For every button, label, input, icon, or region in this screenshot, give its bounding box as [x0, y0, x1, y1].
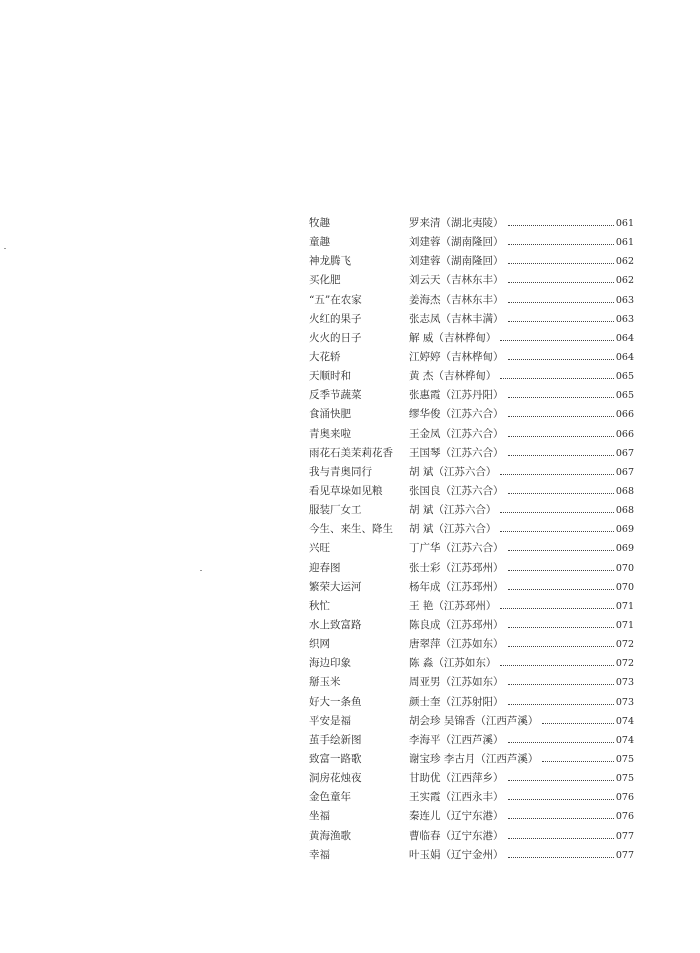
toc-entry-author: 王国琴（江苏六合）	[409, 446, 504, 459]
dot-leader	[508, 645, 614, 647]
toc-entry	[309, 578, 634, 597]
dot-leader	[508, 779, 614, 781]
toc-entry-page-number: 072	[615, 658, 634, 670]
dot-leader	[508, 837, 614, 839]
toc-entry-author: 甘助优（江西萍乡）	[409, 772, 504, 785]
toc-entry-author-line	[409, 233, 634, 252]
dot-leader	[508, 856, 614, 858]
toc-entry-title: 神龙腾飞	[309, 255, 351, 268]
toc-entry-author-line	[409, 501, 634, 520]
toc-entry-author: 胡 斌（江苏六合）	[409, 504, 497, 517]
toc-entry-title: “五”在农家	[309, 293, 362, 306]
toc-entry-page-number: 066	[615, 409, 634, 421]
toc-entry	[309, 233, 634, 252]
dot-leader	[500, 339, 614, 341]
toc-entry-author-line	[409, 539, 634, 558]
toc-entry-title: 反季节蔬菜	[309, 389, 362, 402]
toc-entry-author-line	[409, 559, 634, 578]
toc-entry	[309, 693, 634, 712]
dot-leader	[508, 396, 614, 398]
toc-entry-title: 我与青奥同行	[309, 465, 372, 478]
dot-leader	[508, 703, 614, 705]
toc-entry-title: 金色童年	[309, 791, 351, 804]
toc-entry-author-line	[409, 348, 634, 367]
toc-entry-title: 掰玉米	[309, 676, 341, 689]
toc-entry-title: 服装厂女工	[309, 504, 362, 517]
dot-leader	[508, 454, 614, 456]
dot-leader	[508, 224, 614, 226]
toc-entry-page-number: 077	[615, 849, 634, 861]
toc-entry-page-number: 065	[615, 371, 634, 383]
toc-entry-author: 颜士奎（江苏射阳）	[409, 695, 504, 708]
toc-entry-title: 大花轿	[309, 350, 341, 363]
dot-leader	[508, 320, 614, 322]
toc-entry-page-number: 077	[615, 830, 634, 842]
toc-entry-page-number: 074	[615, 715, 634, 727]
dot-leader	[500, 511, 614, 513]
toc-entry-page-number: 063	[615, 313, 634, 325]
toc-entry	[309, 654, 634, 673]
toc-entry-author-line	[409, 846, 634, 865]
toc-entry	[309, 348, 634, 367]
toc-entry	[309, 214, 634, 233]
scan-speck	[200, 570, 202, 571]
dot-leader	[508, 262, 614, 264]
dot-leader	[508, 415, 614, 417]
toc-entry	[309, 252, 634, 271]
toc-entry-author: 江婷婷（吉林桦甸）	[409, 350, 504, 363]
toc-entry-author-line	[409, 214, 634, 233]
toc-entry-author: 张惠霞（江苏丹阳）	[409, 389, 504, 402]
dot-leader	[500, 377, 614, 379]
toc-entry	[309, 769, 634, 788]
toc-entry-page-number: 062	[615, 256, 634, 268]
toc-entry-page-number: 074	[615, 734, 634, 746]
toc-entry-author: 周亚男（江苏如东）	[409, 676, 504, 689]
toc-entry	[309, 559, 634, 578]
toc-entry-title: 牧趣	[309, 217, 330, 229]
toc-entry-author-line	[409, 807, 634, 826]
toc-entry-page-number: 064	[615, 332, 634, 344]
toc-entry-title: 致富一路歌	[309, 752, 362, 765]
toc-entry-author-line	[409, 578, 634, 597]
toc-entry	[309, 520, 634, 539]
scan-speck	[4, 248, 6, 249]
dot-leader	[508, 281, 614, 283]
dot-leader	[508, 301, 614, 303]
toc-entry-author: 张国良（江苏六合）	[409, 484, 504, 497]
toc-entry	[309, 444, 634, 463]
toc-entry-author: 陈良成（江苏邳州）	[409, 618, 504, 631]
toc-entry-page-number: 067	[615, 447, 634, 459]
toc-entry-author: 刘云天（吉林东丰）	[409, 274, 504, 287]
dot-leader	[500, 530, 614, 532]
toc-entry	[309, 310, 634, 329]
toc-entry-title: 秋忙	[309, 599, 330, 612]
toc-entry-author-line	[409, 252, 634, 271]
toc-entry-author: 叶玉娟（辽宁金州）	[409, 848, 504, 861]
toc-entry-page-number: 067	[615, 466, 634, 478]
toc-entry	[309, 405, 634, 424]
toc-entry-author-line	[409, 271, 634, 290]
toc-entry-title: 幸福	[309, 848, 330, 861]
toc-entry-author: 黄 杰（吉林桦甸）	[409, 370, 497, 383]
toc-entry-author: 张士彩（江苏邳州）	[409, 561, 504, 574]
toc-entry-title: 看见草垛如见粮	[309, 484, 383, 497]
toc-entry-author-line	[409, 463, 634, 482]
toc-entry-author: 刘建蓉（湖南隆回）	[409, 255, 504, 268]
toc-entry-author: 王金凤（江苏六合）	[409, 427, 504, 440]
toc-entry-author-line	[409, 654, 634, 673]
toc-entry-author-line	[409, 788, 634, 807]
toc-entry-author: 唐翠萍（江苏如东）	[409, 638, 504, 651]
toc-entry-author: 胡 斌（江苏六合）	[409, 523, 497, 536]
toc-entry	[309, 463, 634, 482]
toc-entry-author-line	[409, 367, 634, 386]
toc-entry-author: 胡 斌（江苏六合）	[409, 465, 497, 478]
toc-entry-author: 李海平（江西芦溪）	[409, 733, 504, 746]
toc-entry	[309, 846, 634, 865]
toc-entry-page-number: 065	[615, 390, 634, 402]
toc-entry-page-number: 064	[615, 351, 634, 363]
toc-entry	[309, 425, 634, 444]
toc-entry	[309, 291, 634, 310]
toc-entry	[309, 501, 634, 520]
toc-entry-title: 雨花石美茉莉花香	[309, 446, 393, 459]
dot-leader	[500, 664, 614, 666]
toc-entry-title: 童趣	[309, 236, 330, 249]
toc-entry	[309, 788, 634, 807]
toc-entry-author: 张志凤（吉林丰满）	[409, 312, 504, 325]
dot-leader	[500, 473, 614, 475]
dot-leader	[508, 741, 614, 743]
toc-entry-author: 陈 淼（江苏如东）	[409, 657, 497, 670]
dot-leader	[508, 798, 614, 800]
dot-leader	[508, 492, 614, 494]
dot-leader	[508, 588, 614, 590]
dot-leader	[508, 683, 614, 685]
toc-entry-title: 食涌快肥	[309, 408, 351, 421]
toc-entry	[309, 329, 634, 348]
toc-entry-author: 曹临春（辽宁东港）	[409, 829, 504, 842]
toc-entry-author: 姜海杰（吉林东丰）	[409, 293, 504, 306]
toc-entry-page-number: 075	[615, 753, 634, 765]
toc-entry-title: 兴旺	[309, 542, 330, 555]
toc-entry-title: 火红的果子	[309, 312, 362, 325]
table-of-contents	[309, 214, 634, 865]
toc-entry	[309, 807, 634, 826]
toc-entry	[309, 673, 634, 692]
toc-entry-page-number: 061	[615, 218, 634, 229]
toc-entry-author: 杨年成（江苏邳州）	[409, 580, 504, 593]
toc-entry-title: 天顺时和	[309, 370, 351, 383]
toc-entry-page-number: 061	[615, 237, 634, 249]
dot-leader	[508, 817, 614, 819]
toc-entry-page-number: 076	[615, 792, 634, 804]
toc-entry-title: 茧手绘新图	[309, 733, 362, 746]
toc-entry-page-number: 073	[615, 696, 634, 708]
toc-entry-page-number: 066	[615, 428, 634, 440]
toc-entry-author-line	[409, 444, 634, 463]
toc-entry-author-line	[409, 425, 634, 444]
toc-entry-author-line	[409, 769, 634, 788]
toc-entry	[309, 827, 634, 846]
toc-entry-author-line	[409, 291, 634, 310]
toc-entry-author: 丁广华（江苏六合）	[409, 542, 504, 555]
toc-entry	[309, 271, 634, 290]
dot-leader	[508, 569, 614, 571]
toc-entry	[309, 750, 634, 769]
toc-entry-author-line	[409, 635, 634, 654]
toc-entry-author-line	[409, 693, 634, 712]
toc-entry-author-line	[409, 673, 634, 692]
toc-entry-title: 今生、来生、降生	[309, 523, 393, 536]
toc-entry-title: 繁荣大运河	[309, 580, 362, 593]
toc-entry-page-number: 068	[615, 505, 634, 517]
toc-entry-author-line	[409, 520, 634, 539]
toc-entry	[309, 539, 634, 558]
toc-entry-author-line	[409, 616, 634, 635]
toc-entry-author: 胡会珍 吴锦香（江西芦溪）	[409, 714, 539, 727]
dot-leader	[508, 358, 614, 360]
toc-entry	[309, 597, 634, 616]
toc-entry-title: 买化肥	[309, 274, 341, 287]
toc-entry-title: 坐福	[309, 810, 330, 823]
toc-entry-title: 迎春图	[309, 561, 341, 574]
toc-entry-page-number: 073	[615, 677, 634, 689]
toc-entry-title: 火火的日子	[309, 331, 362, 344]
toc-entry-page-number: 075	[615, 773, 634, 785]
dot-leader	[508, 435, 614, 437]
toc-entry-author-line	[409, 386, 634, 405]
toc-entry-author: 罗来清（湖北夷陵）	[409, 217, 504, 229]
dot-leader	[500, 607, 614, 609]
toc-entry-author-line	[409, 597, 634, 616]
toc-entry-author-line	[409, 329, 634, 348]
toc-entry-author-line	[409, 827, 634, 846]
toc-entry	[309, 482, 634, 501]
toc-entry-page-number: 072	[615, 639, 634, 651]
toc-entry	[309, 712, 634, 731]
toc-entry-page-number: 069	[615, 543, 634, 555]
toc-entry-author-line	[409, 482, 634, 501]
toc-entry-author-line	[409, 750, 634, 769]
toc-entry-page-number: 062	[615, 275, 634, 287]
toc-entry-title: 海边印象	[309, 657, 351, 670]
toc-entry-title: 平安是福	[309, 714, 351, 727]
toc-entry-page-number: 070	[615, 562, 634, 574]
dot-leader	[542, 760, 614, 762]
toc-entry-author: 秦连儿（辽宁东港）	[409, 810, 504, 823]
dot-leader	[508, 243, 614, 245]
toc-entry-author: 谢宝珍 李古月（江西芦溪）	[409, 752, 539, 765]
dot-leader	[508, 626, 614, 628]
toc-entry-title: 黄海渔歌	[309, 829, 351, 842]
dot-leader	[508, 549, 614, 551]
toc-entry-author-line	[409, 731, 634, 750]
toc-entry-page-number: 071	[615, 600, 634, 612]
toc-entry-title: 织网	[309, 638, 330, 651]
toc-entry-author: 刘建蓉（湖南隆回）	[409, 236, 504, 249]
toc-entry-author-line	[409, 310, 634, 329]
toc-entry-author: 王实霞（江西永丰）	[409, 791, 504, 804]
toc-entry-title: 洞房花烛夜	[309, 772, 362, 785]
dot-leader	[542, 722, 614, 724]
toc-entry-page-number: 069	[615, 524, 634, 536]
toc-entry-page-number: 076	[615, 811, 634, 823]
toc-entry-title: 青奥来啦	[309, 427, 351, 440]
toc-entry-author: 缪华俊（江苏六合）	[409, 408, 504, 421]
toc-entry-page-number: 068	[615, 485, 634, 497]
toc-entry-author-line	[409, 712, 634, 731]
toc-entry	[309, 635, 634, 654]
toc-entry-page-number: 063	[615, 294, 634, 306]
toc-entry-author: 王 艳（江苏邳州）	[409, 599, 497, 612]
toc-entry-title: 好大一条鱼	[309, 695, 362, 708]
toc-entry-author-line	[409, 405, 634, 424]
toc-entry-page-number: 071	[615, 619, 634, 631]
toc-entry	[309, 731, 634, 750]
toc-entry-title: 水上致富路	[309, 618, 362, 631]
toc-entry	[309, 616, 634, 635]
toc-entry-author: 解 威（吉林桦甸）	[409, 331, 497, 344]
toc-entry	[309, 386, 634, 405]
toc-entry-page-number: 070	[615, 581, 634, 593]
toc-entry	[309, 367, 634, 386]
